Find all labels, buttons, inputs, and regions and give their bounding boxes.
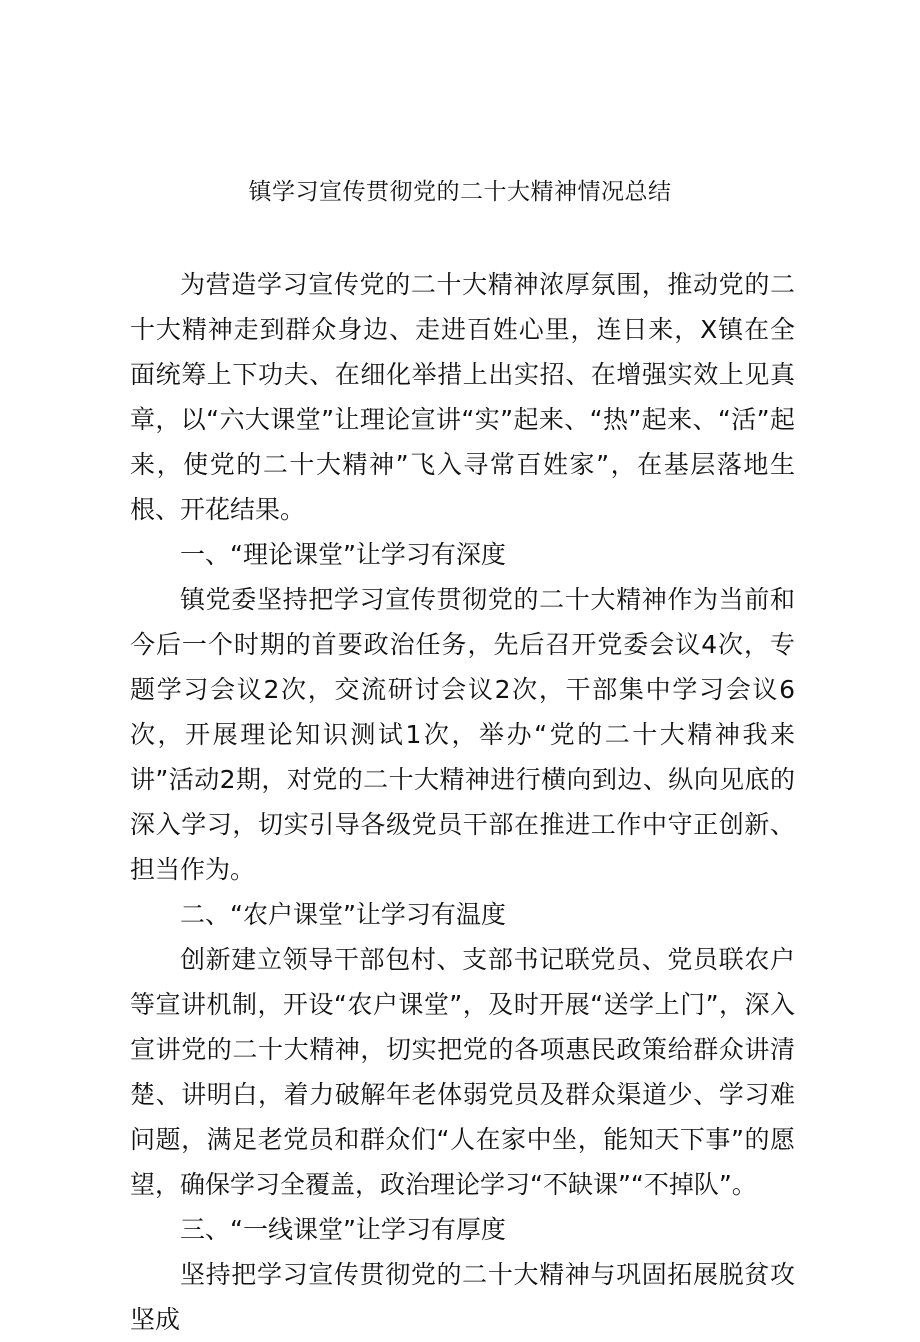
paragraph-intro: 为营造学习宣传党的二十大精神浓厚氛围，推动党的二十大精神走到群众身边、走进百姓心里，连日来，X镇在全面统筹上下功夫、在细化举措上出实招、在增强实效上见真章，以“六大课堂”让理论宣讲“实”起来、“热”起来、“活”起来，使党的二十大精神”飞入寻常百姓家”，在基层落地生根、开花结果。 <box>130 270 795 524</box>
section-heading-1: 一、“理论课堂”让学习有深度 <box>180 540 506 569</box>
paragraph-section-3: 坚持把学习宣传贯彻党的二十大精神与巩固拓展脱贫攻坚成 <box>130 1260 795 1334</box>
section-heading-2: 二、“农户课堂”让学习有温度 <box>180 900 506 929</box>
paragraph-section-2: 创新建立领导干部包村、支部书记联党员、党员联农户等宣讲机制，开设“农户课堂”，及时开展“送学上门”，深入宣讲党的二十大精神，切实把党的各项惠民政策给群众讲清楚、讲明白，着力破解年老体弱党员及群众渠道少、学习难问题，满足老党员和群众们“人在家中坐，能知天下事”的愿望，确保学习全覆盖，政治理论学习“不缺课”“不掉队”。 <box>130 945 795 1199</box>
document-body <box>130 262 795 1342</box>
document-title: 镇学习宣传贯彻党的二十大精神情况总结 <box>248 179 672 205</box>
section-heading-3: 三、“一线课堂”让学习有厚度 <box>180 1215 506 1244</box>
paragraph-section-1: 镇党委坚持把学习宣传贯彻党的二十大精神作为当前和今后一个时期的首要政治任务，先后召开党委会议4次，专题学习会议2次，交流研讨会议2次，干部集中学习会议6次，开展理论知识测试1次，举办“党的二十大精神我来讲”活动2期，对党的二十大精神进行横向到边、纵向见底的深入学习，切实引导各级党员干部在推进工作中守正创新、担当作为。 <box>130 585 795 884</box>
